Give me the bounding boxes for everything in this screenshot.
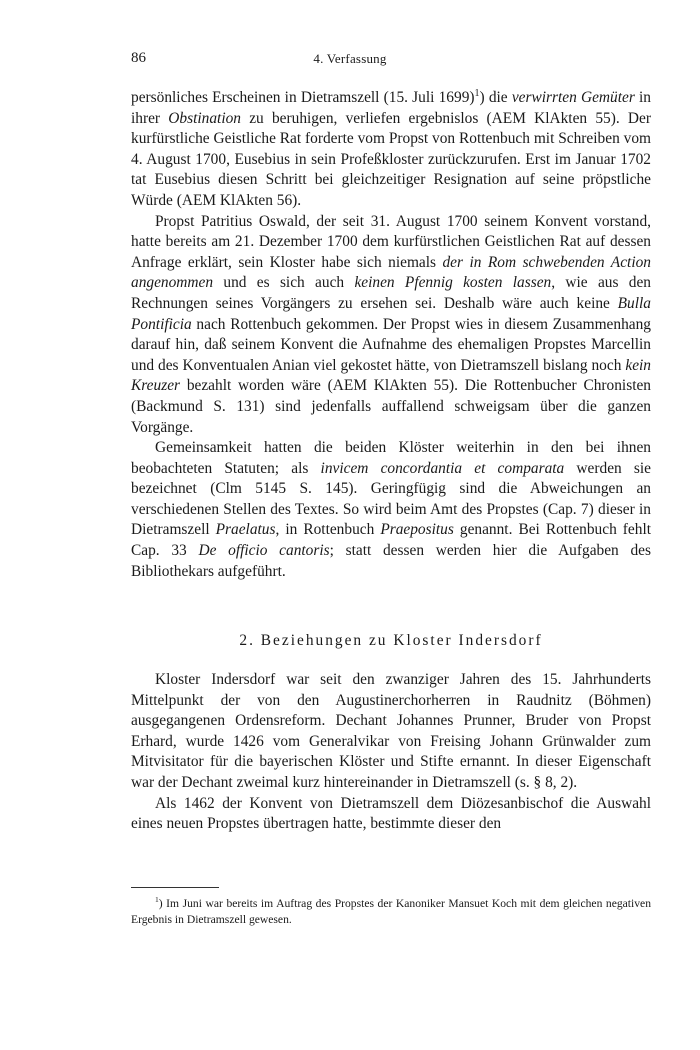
text-run: bezahlt worden wäre (AEM KlAkten 55). Die Rottenbucher Chronisten (Backmund S. 131) sind jedenfalls auffallend schweigsam über die ganzen Vorgänge. <box>131 377 651 436</box>
footnote-text: ) Im Juni war bereits im Auftrag des Propstes der Kanoniker Mansuet Koch mit dem gleichen negativen Ergebnis in Dietramszell gewesen. <box>131 897 651 926</box>
text-run: ) die <box>479 89 512 106</box>
footnote-marker: 1 <box>155 895 159 905</box>
italic-quote: De officio cantoris <box>198 542 330 560</box>
running-title: 4. Verfassung <box>313 51 387 66</box>
italic-quote: kein Kreuzer <box>131 356 651 395</box>
text-run: Propst Patritius Oswald, der seit 31. August 1700 seinem Konvent vorstand, hatte bereits am 21. Dezember 1700 dem kurfürstlichen Geistlichen Rat auf dessen Anfrage erklärt, sein Kloster habe sich niemals <box>131 212 651 271</box>
text-run: , wie aus den Rechnungen seines Vorgängers zu ersehen sei. Deshalb wäre auch keine <box>131 274 651 312</box>
text-run: zu beruhigen, verliefen ergebnislos (AEM KlAkten 55). Der kurfürstliche Geistliche Rat forderte vom Propst von Rottenbuch mit Schreiben vom 4. August 1700, Eusebius in sein Profeßkloster zurückzurufen. Erst im Januar 1702 tat Eusebius diesen Schritt bei gleichzeitiger Resignation auf seine pröpstliche Würde (AEM KlAkten 56). <box>131 109 652 209</box>
section-heading: 2. Beziehungen zu Kloster Indersdorf <box>239 632 543 649</box>
text-run: werden sie bezeichnet (Clm 5145 S. 145). Geringfügig sind die Abweichungen an verschiedenen Stellen des Textes. So wird beim Amt des Propstes (Cap. 7) dieser in Dietramszell <box>131 459 651 539</box>
text-run: Gemeinsamkeit hatten die beiden Klöster weiterhin in den bei ihnen beobachteten Statuten; als <box>131 439 651 477</box>
italic-quote: Praelatus <box>215 521 276 539</box>
section-text <box>131 670 651 835</box>
paragraph-1 <box>131 88 651 212</box>
footnote-divider <box>131 887 219 888</box>
text-run: in ihrer <box>131 89 651 127</box>
italic-quote: Obstination <box>168 109 241 127</box>
italic-quote: der in Rom schwebenden Action angenommen <box>131 253 651 292</box>
text-run: , in Rottenbuch <box>275 521 381 539</box>
italic-quote: Bulla Pontificia <box>131 294 651 333</box>
page-number: 86 <box>131 50 146 66</box>
text-run: persönliches Erscheinen in Dietramszell (15. Juli 1699) <box>131 89 475 106</box>
paragraph-2 <box>131 212 651 439</box>
text-run: genannt. Bei Rottenbuch fehlt Cap. 33 <box>131 521 651 560</box>
italic-quote: Praepositus <box>380 521 454 539</box>
italic-quote: verwirrten Gemüter <box>511 89 635 106</box>
paragraph-5: Als 1462 der Konvent von Dietramszell dem Diözesanbischof die Auswahl eines neuen Propstes übertragen hatte, bestimmte dieser den <box>131 794 651 833</box>
text-run: ; statt dessen werden hier die Aufgaben des Bibliothekars aufgeführt. <box>131 542 651 580</box>
footnote <box>131 896 651 928</box>
paragraph-3 <box>131 438 651 582</box>
text-run: und es sich auch <box>213 274 355 292</box>
text-run: nach Rottenbuch gekommen. Der Propst wies in diesem Zusammenhang darauf hin, daß seinem Konvent die Aufnahme des ehemaligen Propstes Marcellin und des Konventualen Anian viel gekostet hätte, von Dietramszell bislang noch <box>131 315 651 374</box>
italic-quote: keinen Pfennig kosten lassen <box>354 274 552 292</box>
paragraph-4: Kloster Indersdorf war seit den zwanziger Jahren des 15. Jahrhunderts Mittelpunkt der von den Augustinerchorherren in Raudnitz (Böhmen) ausgegangenen Ordensreform. Dechant Johannes Prunner, Bruder von Propst Erhard, wurde 1426 vom Generalvikar von Freising Johann Grünwalder zum Mitvisitator für die bayerischen Klöster und Stifte ernannt. In dieser Eigenschaft war der Dechant zweimal kurz hintereinander in Dietramszell (s. § 8, 2). <box>131 671 651 791</box>
main-text <box>131 88 651 582</box>
footnote-ref: 1 <box>474 87 480 99</box>
italic-quote: invicem concordantia et comparata <box>320 459 565 477</box>
